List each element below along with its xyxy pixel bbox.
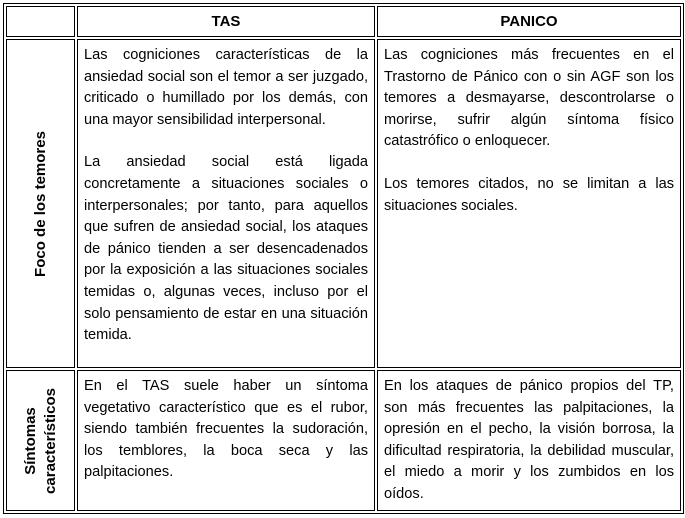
row-label-cell-foco (6, 39, 75, 368)
paragraph: La ansiedad social está ligada concretamente a situaciones sociales o interpersonales; por tanto, para aquellos que sufren de ansiedad social, los ataques de pánico tienden a ser desencadenados por la exposición a las situaciones sociales temidas o, algunas veces, incluso por el solo pensamiento de estar en una situación temida. (84, 154, 368, 344)
row-label-line: Síntomas (21, 406, 39, 475)
corner-cell (6, 6, 75, 37)
row-label-cell-sintomas (6, 370, 75, 511)
paragraph: En los ataques de pánico propios del TP, son más frecuentes las palpitaciones, la opresión en el pecho, la visión borrosa, la dificultad respiratoria, la debilidad muscular, el miedo a morir y los zumbidos en los oídos. (384, 378, 674, 502)
row-label-sintomas (21, 388, 61, 494)
paragraph: Las cogniciones características de la ansiedad social son el temor a ser juzgado, criticado o humillado por los demás, con una mayor sensibilidad interpersonal. (84, 47, 368, 128)
table-row-sintomas (6, 370, 681, 511)
row-label-line: característicos (41, 387, 59, 494)
row-label-foco: Foco de los temores (31, 130, 49, 277)
cell-sintomas-tas (77, 370, 375, 511)
table-row-foco (6, 39, 681, 368)
cell-sintomas-panico (377, 370, 681, 511)
header-panico: PANICO (377, 6, 681, 37)
header-tas: TAS (77, 6, 375, 37)
cell-foco-panico (377, 39, 681, 368)
header-row (6, 6, 681, 37)
paragraph: Los temores citados, no se limitan a las situaciones sociales. (384, 175, 674, 214)
comparison-table (3, 3, 684, 514)
cell-foco-tas (77, 39, 375, 368)
paragraph: Las cogniciones más frecuentes en el Trastorno de Pánico con o sin AGF son los temores a desmayarse, descontrolarse o morirse, sufrir algún síntoma físico catastrófico o enloquecer. (384, 47, 674, 150)
paragraph: En el TAS suele haber un síntoma vegetativo característico que es el rubor, siendo también frecuentes la sudoración, los temblores, la boca seca y las palpitaciones. (84, 378, 368, 481)
